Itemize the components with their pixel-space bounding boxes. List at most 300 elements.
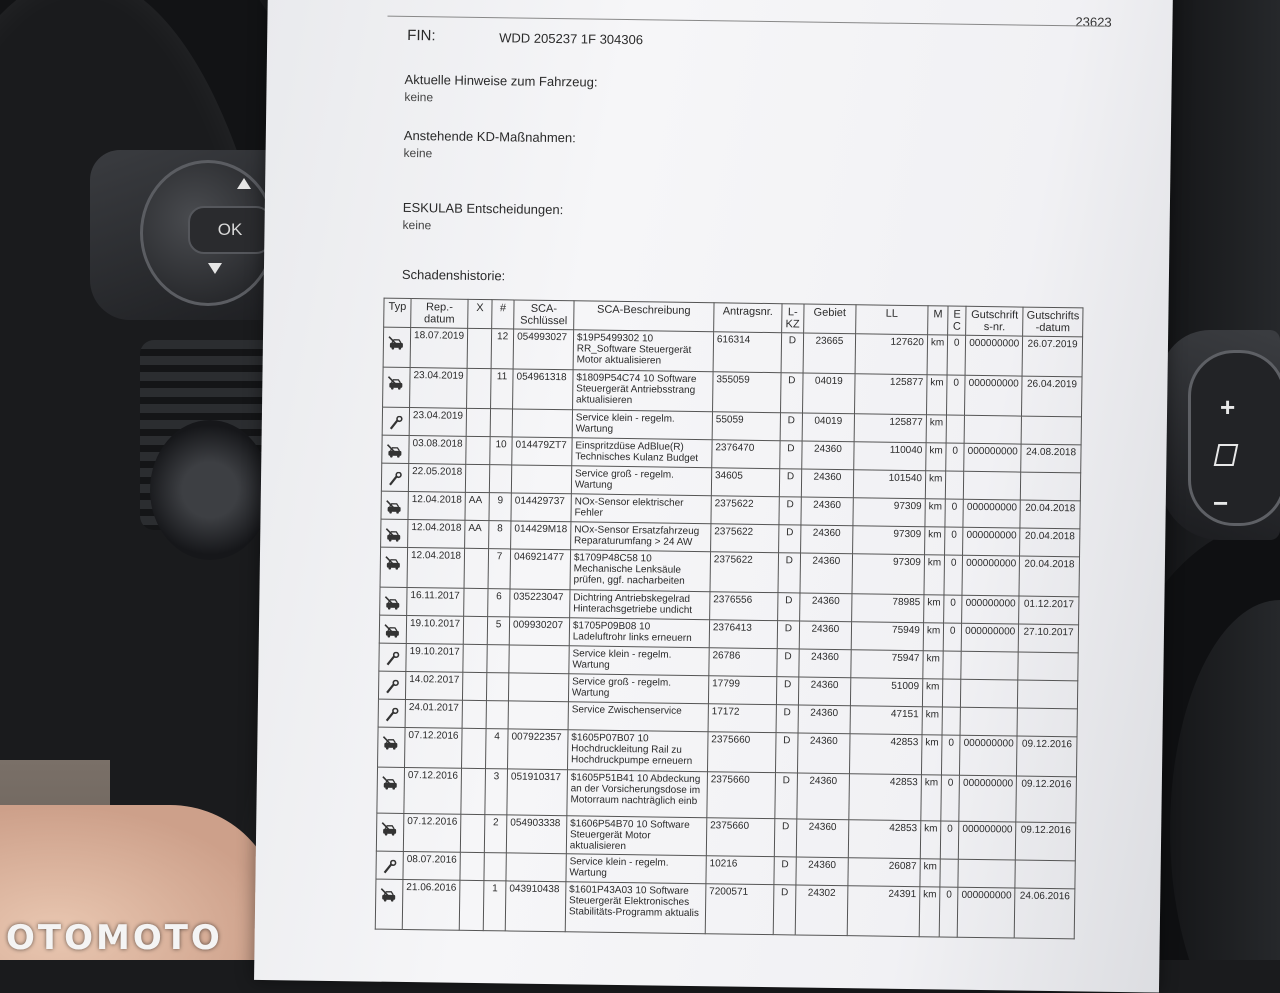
cell-desc: Service klein - regelm. Wartung [572,410,712,440]
arrow-down-icon [208,263,222,274]
cell-lkz: D [774,857,796,885]
cell-gsnr: 000000000 [960,735,1018,776]
cell-date: 03.08.2018 [409,436,466,465]
cell-antrag: 2375622 [710,524,778,553]
cell-gdate [1015,860,1075,889]
cell-gebiet: 24360 [798,705,850,734]
cell-m: km [925,471,946,499]
cell-lkz: D [780,413,802,441]
cell-date: 23.04.2019 [409,408,466,437]
cell-m: km [924,555,945,595]
repair-car-icon [386,444,404,457]
cell-gsnr: 000000000 [957,887,1015,938]
cell-desc: $19P5499302 10 RR_Software Steuergerät Motor aktualisieren [573,330,714,372]
volume-down-icon: − [1213,488,1229,518]
cell-gsnr [961,651,1018,680]
cell-gdate: 26.04.2019 [1022,376,1082,417]
cell-gsnr: 000000000 [962,595,1019,624]
cell-ec [942,707,960,735]
repair-car-icon [385,556,403,569]
cell-date: 07.12.2016 [405,727,463,768]
cell-lkz: D [779,497,801,525]
cell-x [460,814,485,852]
cell-num [489,465,511,493]
cell-gsnr: 000000000 [964,443,1021,472]
cell-desc: Service Zwischenservice [568,702,708,732]
cell-lkz: D [777,649,799,677]
cell-desc: Einspritzdüse AdBlue(R) Technisches Kulanz Budget [572,438,712,468]
row-type-cell [381,519,408,547]
cell-gebiet: 24360 [801,469,853,498]
cell-antrag: 55059 [712,412,780,441]
cell-ec: 0 [943,623,961,651]
cell-desc: Service klein - regelm. Wartung [566,854,706,884]
cell-m: km [920,859,941,887]
row-type-cell [378,727,406,767]
cell-gdate: 20.04.2018 [1020,500,1080,529]
row-type-cell [380,587,407,615]
cell-gebiet: 24360 [799,593,851,622]
cell-antrag: 2376556 [710,592,778,621]
cell-gsnr: 000000000 [961,623,1018,652]
cell-x [464,588,488,616]
cell-date: 19.10.2017 [406,643,463,672]
cell-lkz: D [780,441,802,469]
cell-date: 16.11.2017 [407,588,464,617]
repair-car-icon [381,822,399,835]
row-type-cell [383,367,411,407]
arrow-up-icon [237,178,251,189]
cell-num: 6 [488,589,510,617]
row-type-cell [379,615,406,643]
cell-gebiet: 24360 [796,819,849,858]
repair-car-icon [380,888,398,901]
cell-gdate: 20.04.2018 [1020,528,1080,557]
cell-gdate [1018,680,1078,709]
row-type-cell [380,547,408,587]
cell-num [486,701,508,729]
cell-lkz: D [774,819,797,857]
cell-key: 043910438 [505,881,566,932]
wrench-icon [387,416,405,429]
cell-date: 07.12.2016 [403,813,461,852]
cell-desc: Service groß - regelm. Wartung [571,466,711,496]
cell-x: AA [465,520,489,548]
cell-desc: $1709P48C58 10 Mechanische Lenksäule prüfen, ggf. nacharbeiten [570,550,711,592]
cell-m: km [926,443,947,471]
repair-car-icon [388,336,406,349]
cell-key [506,853,566,882]
cell-desc: NOx-Sensor elektrischer Fehler [571,494,711,524]
cell-desc: $1605P07B07 10 Hochdruckleitung Rail zu Hochdruckpumpe erneuern [567,730,708,772]
cell-m: km [921,735,942,775]
cell-x [462,728,487,768]
cell-ll: 75949 [851,622,923,651]
cell-num: 7 [488,549,511,589]
cell-gdate: 09.12.2016 [1016,776,1076,823]
cell-lkz: D [779,469,801,497]
cell-key: 054993027 [513,329,573,370]
row-type-cell [382,435,409,463]
cell-x [461,768,486,814]
cell-gdate: 26.07.2019 [1022,336,1082,377]
cell-gebiet: 24360 [796,857,848,886]
cell-ec [940,859,958,887]
cell-m: km [920,821,941,859]
cell-m: km [919,887,940,937]
cell-ll: 97309 [852,526,924,555]
cell-antrag: 2375660 [706,818,775,857]
cell-ec [946,415,964,443]
cell-date: 22.05.2018 [408,464,465,493]
cell-gsnr [958,859,1015,888]
cell-m: km [923,595,944,623]
cell-gdate [1018,652,1078,681]
damage-history-table [375,298,1084,940]
cell-num [484,853,506,881]
repair-car-icon [384,624,402,637]
cell-lkz: D [778,553,801,593]
cell-m: km [924,527,945,555]
cell-antrag: 2375622 [711,496,779,525]
repair-car-icon [382,736,400,749]
cell-gsnr: 000000000 [963,527,1020,556]
cell-num: 10 [490,437,512,465]
cell-date: 14.02.2017 [405,671,462,700]
column-header: Gutschrift s-nr. [966,306,1023,336]
cell-desc: NOx-Sensor Ersatzfahrzeug Reparaturumfang > 24 AW [570,522,710,552]
cell-antrag: 355059 [712,372,781,413]
cell-ll: 42853 [848,820,921,859]
cell-x [463,616,487,644]
table-row [375,879,1075,939]
column-header: L-KZ [782,304,804,333]
wrench-icon [381,860,399,873]
cell-lkz: D [776,705,798,733]
cell-key [511,465,571,494]
cell-gebiet: 24360 [799,621,851,650]
cell-ll: 75947 [851,650,923,679]
cell-lkz: D [777,593,799,621]
cell-m: km [925,499,946,527]
dashboard-dial [150,420,270,560]
section-heading-eskulab: ESKULAB Entscheidungen: [402,199,564,218]
cell-date: 24.01.2017 [405,699,462,728]
cell-date: 12.04.2018 [408,492,465,521]
cell-num: 4 [486,729,509,769]
cell-x [466,436,490,464]
volume-control-pad [1188,350,1280,526]
cell-x [467,368,492,408]
wrench-icon [383,680,401,693]
column-header: SCA-Beschreibung [574,301,714,332]
cell-gdate: 20.04.2018 [1019,556,1079,597]
cell-date: 18.07.2019 [410,328,468,369]
cell-ll: 101540 [853,470,925,499]
cell-ec: 0 [946,443,964,471]
repair-car-icon [386,500,404,513]
row-type-cell [381,463,408,491]
column-header: SCA-Schlüssel [514,300,574,330]
cell-key [509,645,569,674]
cell-gdate [1021,472,1081,501]
cell-desc: $1705P09B08 10 Ladeluftrohr links erneuern [569,618,709,648]
cell-ll: 110040 [854,442,926,471]
cell-num [487,673,509,701]
cell-gdate: 24.06.2016 [1014,888,1074,939]
cell-num: 1 [483,881,506,931]
cell-num: 12 [491,329,514,369]
cell-date: 21.06.2016 [402,879,460,930]
cell-x: AA [465,492,489,520]
document-number: 23623 [1075,14,1112,30]
cell-gsnr: 000000000 [965,335,1023,376]
cell-gebiet: 24360 [798,677,850,706]
cell-ec: 0 [944,555,963,595]
cell-ec: 0 [945,499,963,527]
cell-desc: $1809P54C74 10 Software Steuergerät Antriebsstrang aktualisieren [572,370,713,412]
cell-gsnr: 000000000 [959,821,1017,860]
cell-lkz: D [780,373,803,413]
header-divider [387,16,1107,27]
cell-num: 9 [489,493,511,521]
row-type-cell [382,407,409,435]
column-header: Antragsnr. [714,303,782,333]
fin-value: WDD 205237 1F 304306 [499,30,644,48]
cell-ll: 125877 [854,374,927,415]
cell-m: km [927,335,948,375]
cell-x [467,328,492,368]
cell-m: km [926,415,947,443]
cell-desc: Service klein - regelm. Wartung [569,646,709,676]
repair-car-icon [384,596,402,609]
section-value-kd: keine [403,145,433,161]
cell-gsnr [964,471,1021,500]
cell-date: 12.04.2018 [408,520,465,549]
section-heading-kd: Anstehende KD-Maßnahmen: [403,127,576,146]
cell-key: 054903338 [506,815,566,854]
cell-gebiet: 24360 [802,441,854,470]
section-value-hints: keine [404,89,434,105]
cell-key [509,673,569,702]
column-header: Gebiet [804,304,856,334]
cell-gsnr: 000000000 [962,555,1020,596]
row-type-cell [381,491,408,519]
cell-gebiet: 24360 [797,733,850,774]
cell-antrag: 17172 [708,704,776,733]
cell-x [462,700,486,728]
cell-m: km [922,679,943,707]
cell-ec: 0 [941,775,960,821]
cell-antrag: 34605 [711,468,779,497]
cell-key: 051910317 [507,769,567,816]
column-header: X [468,299,492,328]
cell-antrag: 2375660 [707,772,776,819]
cell-date: 07.12.2016 [404,767,462,814]
cell-key: 014479ZT7 [512,437,572,466]
cell-gebiet: 24360 [800,553,853,594]
table-body [375,327,1082,939]
cell-ec: 0 [942,735,961,775]
cell-desc: Service groß - regelm. Wartung [568,674,708,704]
cell-antrag: 26786 [709,648,777,677]
cell-num: 11 [491,369,514,409]
cell-antrag: 10216 [706,856,774,885]
cell-gdate: 01.12.2017 [1019,596,1079,625]
fin-label: FIN: [407,26,436,45]
cell-gsnr: 000000000 [965,375,1023,416]
repair-car-icon [387,376,405,389]
cell-gebiet: 24360 [797,773,850,820]
cell-m: km [922,707,943,735]
cell-key [512,409,572,438]
column-header: Rep.-datum [411,299,468,329]
cell-lkz: D [775,733,798,773]
cell-num [490,409,512,437]
cell-ll: 47151 [850,706,922,735]
cell-ll: 97309 [853,498,925,527]
cell-ll: 78985 [851,594,923,623]
cell-x [463,672,487,700]
cell-x [465,464,489,492]
cell-x [460,852,484,880]
wrench-icon [383,708,401,721]
cell-num: 8 [489,521,511,549]
row-type-cell [377,767,405,813]
cell-ec [943,679,961,707]
section-heading-hints: Aktuelle Hinweise zum Fahrzeug: [404,71,598,90]
cell-gsnr: 000000000 [963,499,1020,528]
row-type-cell [383,327,411,367]
cell-key: 009930207 [509,617,569,646]
cell-gebiet: 24360 [800,525,852,554]
column-header: E C [948,306,966,335]
cell-gdate [1021,416,1081,445]
cell-lkz: D [775,773,798,819]
cell-ec: 0 [939,887,958,937]
cell-x [463,644,487,672]
cell-gebiet: 23665 [803,333,856,374]
cell-lkz: D [773,885,796,935]
row-type-cell [375,879,403,929]
cell-gsnr [964,415,1021,444]
damage-history-table-wrap [375,298,1084,940]
cell-num: 5 [487,617,509,645]
cell-ec: 0 [947,375,966,415]
cell-lkz: D [778,525,800,553]
cell-gdate: 09.12.2016 [1016,822,1076,861]
cell-antrag: 7200571 [705,884,774,935]
cell-key: 054961318 [513,369,573,410]
cell-num: 2 [484,815,507,853]
cell-gsnr: 000000000 [959,775,1017,822]
cell-gdate: 27.10.2017 [1018,624,1078,653]
cell-ll: 26087 [848,858,920,887]
cell-gsnr [960,707,1017,736]
cell-num: 3 [485,769,508,815]
cell-date: 12.04.2018 [407,548,465,589]
cell-lkz: D [781,333,804,373]
cell-lkz: D [776,677,798,705]
cell-desc: $1601P43A03 10 Software Steuergerät Elektronisches Stabilitäts-Programm aktualis [565,882,706,934]
cell-gebiet: 24302 [795,885,848,936]
cell-key: 014429M18 [511,521,571,550]
repair-car-icon [385,528,403,541]
cell-date: 19.10.2017 [406,615,463,644]
cell-ll: 42853 [849,774,922,821]
cell-gebiet: 04019 [802,373,855,414]
cell-ll: 127620 [855,334,928,375]
cell-ll: 51009 [850,678,922,707]
cell-ec: 0 [945,527,963,555]
cell-gdate [1017,708,1077,737]
history-title: Schadenshistorie: [401,266,506,284]
cell-antrag: 616314 [713,332,782,373]
cell-lkz: D [777,621,799,649]
row-type-cell [378,671,405,699]
cell-antrag: 2375660 [707,732,776,773]
cell-ll: 24391 [847,886,920,937]
cell-gdate: 24.08.2018 [1021,444,1081,473]
cell-antrag: 2376413 [709,620,777,649]
cell-key: 007922357 [508,729,568,770]
cell-ll: 125877 [854,414,926,443]
cell-key: 046921477 [510,549,570,590]
cell-key [508,701,568,730]
column-header: # [492,300,514,329]
cell-ec: 0 [941,821,960,859]
cell-m: km [926,375,947,415]
cell-antrag: 17799 [708,676,776,705]
repair-car-icon [382,776,400,789]
row-type-cell [379,643,406,671]
cell-antrag: 2375622 [710,552,779,593]
cell-gsnr [961,679,1018,708]
cell-gdate: 09.12.2016 [1017,736,1077,777]
cell-ec: 0 [947,335,966,375]
cell-x [459,880,484,930]
ok-button: OK [188,206,272,254]
row-type-cell [378,699,405,727]
cell-num [487,645,509,673]
wrench-icon [383,652,401,665]
cell-key: 035223047 [510,589,570,618]
row-type-cell [376,813,404,851]
cell-x [466,408,490,436]
cell-gebiet: 04019 [802,413,854,442]
column-header: M [928,306,949,335]
cell-ec [946,471,964,499]
wrench-icon [386,472,404,485]
cell-m: km [923,623,944,651]
cell-ec [943,651,961,679]
cell-desc: $1606P54B70 10 Software Steuergerät Motor aktualisieren [566,816,707,856]
cell-gebiet: 24360 [799,649,851,678]
volume-up-icon: + [1220,392,1236,422]
section-value-eskulab: keine [402,217,432,233]
row-type-cell [376,851,403,879]
cell-key: 014429737 [511,493,571,522]
service-history-sheet [254,0,1173,993]
cell-ll: 42853 [849,734,922,775]
cell-ec: 0 [944,595,962,623]
cell-gebiet: 24360 [801,497,853,526]
column-header: LL [856,305,928,335]
cell-date: 23.04.2019 [410,368,468,409]
cell-m: km [921,775,942,821]
cell-antrag: 2376470 [712,440,780,469]
cell-desc: Dichtring Antriebskegelrad Hinterachsgetriebe undicht [570,590,710,620]
